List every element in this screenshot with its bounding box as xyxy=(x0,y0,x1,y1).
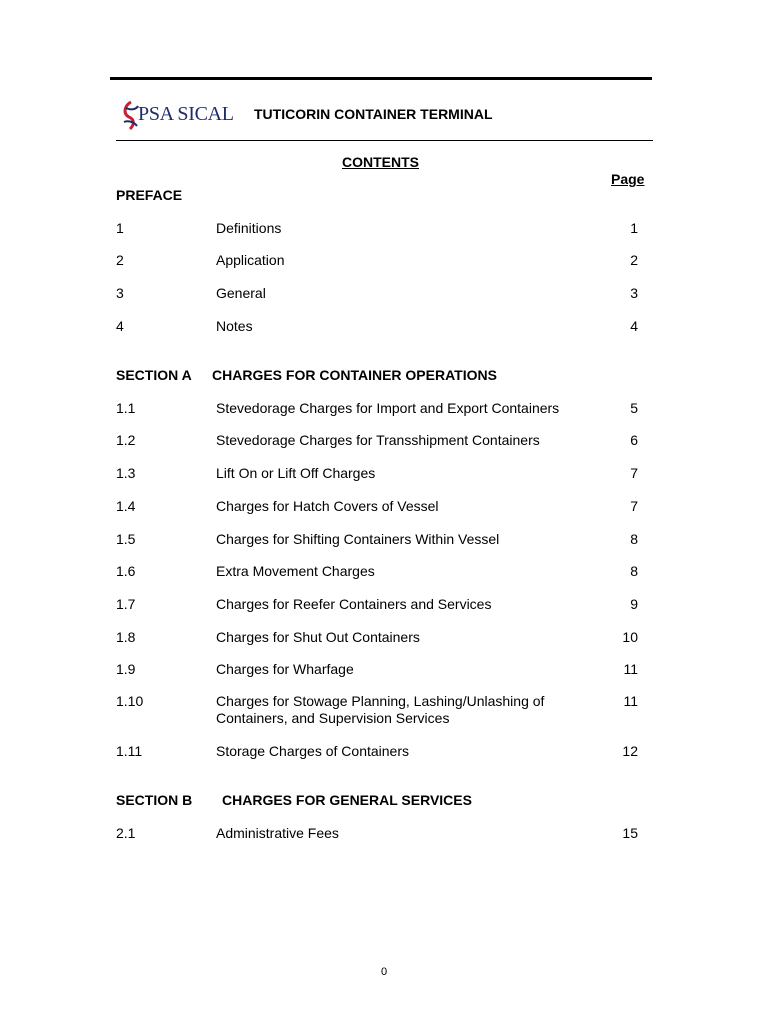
toc-title: Lift On or Lift Off Charges xyxy=(216,465,376,481)
toc-number: 1.1 xyxy=(116,400,136,416)
toc-page: 12 xyxy=(622,743,638,759)
toc-number: 1.2 xyxy=(116,432,136,448)
toc-number: 1.7 xyxy=(116,596,136,612)
toc-title: Extra Movement Charges xyxy=(216,563,375,579)
toc-page: 7 xyxy=(630,465,638,481)
toc-page: 10 xyxy=(622,629,638,645)
section-title: CHARGES FOR GENERAL SERVICES xyxy=(222,792,472,808)
toc-number: 2 xyxy=(116,252,124,268)
preface-heading: PREFACE xyxy=(116,187,183,203)
toc-title: Stevedorage Charges for Import and Export Containers xyxy=(216,400,560,416)
contents-heading: CONTENTS xyxy=(342,154,419,170)
toc-page: 8 xyxy=(630,531,638,547)
toc-number: 1.4 xyxy=(116,498,136,514)
toc-number: 3 xyxy=(116,285,124,301)
section-a-heading xyxy=(116,367,497,383)
toc-number: 1.10 xyxy=(116,693,144,709)
toc-title: Definitions xyxy=(216,220,282,236)
toc-number: 1.9 xyxy=(116,661,136,677)
toc-title: Charges for Wharfage xyxy=(216,661,354,677)
company-logo xyxy=(120,98,234,134)
toc-title: Charges for Shut Out Containers xyxy=(216,629,420,645)
toc-title: Notes xyxy=(216,318,253,334)
toc-title: Storage Charges of Containers xyxy=(216,743,409,759)
toc-page: 1 xyxy=(630,220,638,236)
section-label: SECTION A xyxy=(116,367,192,383)
toc-title: Charges for Reefer Containers and Services xyxy=(216,596,492,612)
section-b-heading xyxy=(116,792,472,808)
toc-page: 11 xyxy=(623,693,638,709)
toc-title: General xyxy=(216,285,266,301)
top-rule xyxy=(110,77,652,80)
toc-page: 7 xyxy=(630,498,638,514)
toc-page: 8 xyxy=(630,563,638,579)
toc-number: 2.1 xyxy=(116,825,136,841)
toc-title: Charges for Shifting Containers Within Vessel xyxy=(216,531,500,547)
toc-title: Application xyxy=(216,252,285,268)
header-rule xyxy=(116,140,653,141)
page-number: 0 xyxy=(380,966,388,978)
toc-title: Administrative Fees xyxy=(216,825,339,841)
toc-page: 3 xyxy=(630,285,638,301)
toc-page: 2 xyxy=(630,252,638,268)
page-column-heading: Page xyxy=(611,171,645,187)
document-title: TUTICORIN CONTAINER TERMINAL xyxy=(254,106,493,122)
toc-page: 9 xyxy=(630,596,638,612)
toc-number: 1.6 xyxy=(116,563,136,579)
toc-number: 1.3 xyxy=(116,465,136,481)
toc-number: 1.5 xyxy=(116,531,136,547)
toc-number: 1.11 xyxy=(116,743,143,759)
toc-number: 1 xyxy=(116,220,124,236)
toc-title: Charges for Hatch Covers of Vessel xyxy=(216,498,439,514)
toc-title: Charges for Stowage Planning, Lashing/Unlashing of Containers, and Supervision Services xyxy=(216,693,545,726)
toc-page: 6 xyxy=(630,432,638,448)
toc-page: 15 xyxy=(622,825,638,841)
toc-title: Stevedorage Charges for Transshipment Containers xyxy=(216,432,540,448)
logo-text: PSA SICAL xyxy=(138,103,234,125)
toc-page: 11 xyxy=(623,661,638,677)
toc-page: 5 xyxy=(630,400,638,416)
section-title: CHARGES FOR CONTAINER OPERATIONS xyxy=(212,367,497,383)
toc-number: 1.8 xyxy=(116,629,136,645)
section-label: SECTION B xyxy=(116,792,193,808)
toc-page: 4 xyxy=(630,318,638,334)
toc-number: 4 xyxy=(116,318,124,334)
